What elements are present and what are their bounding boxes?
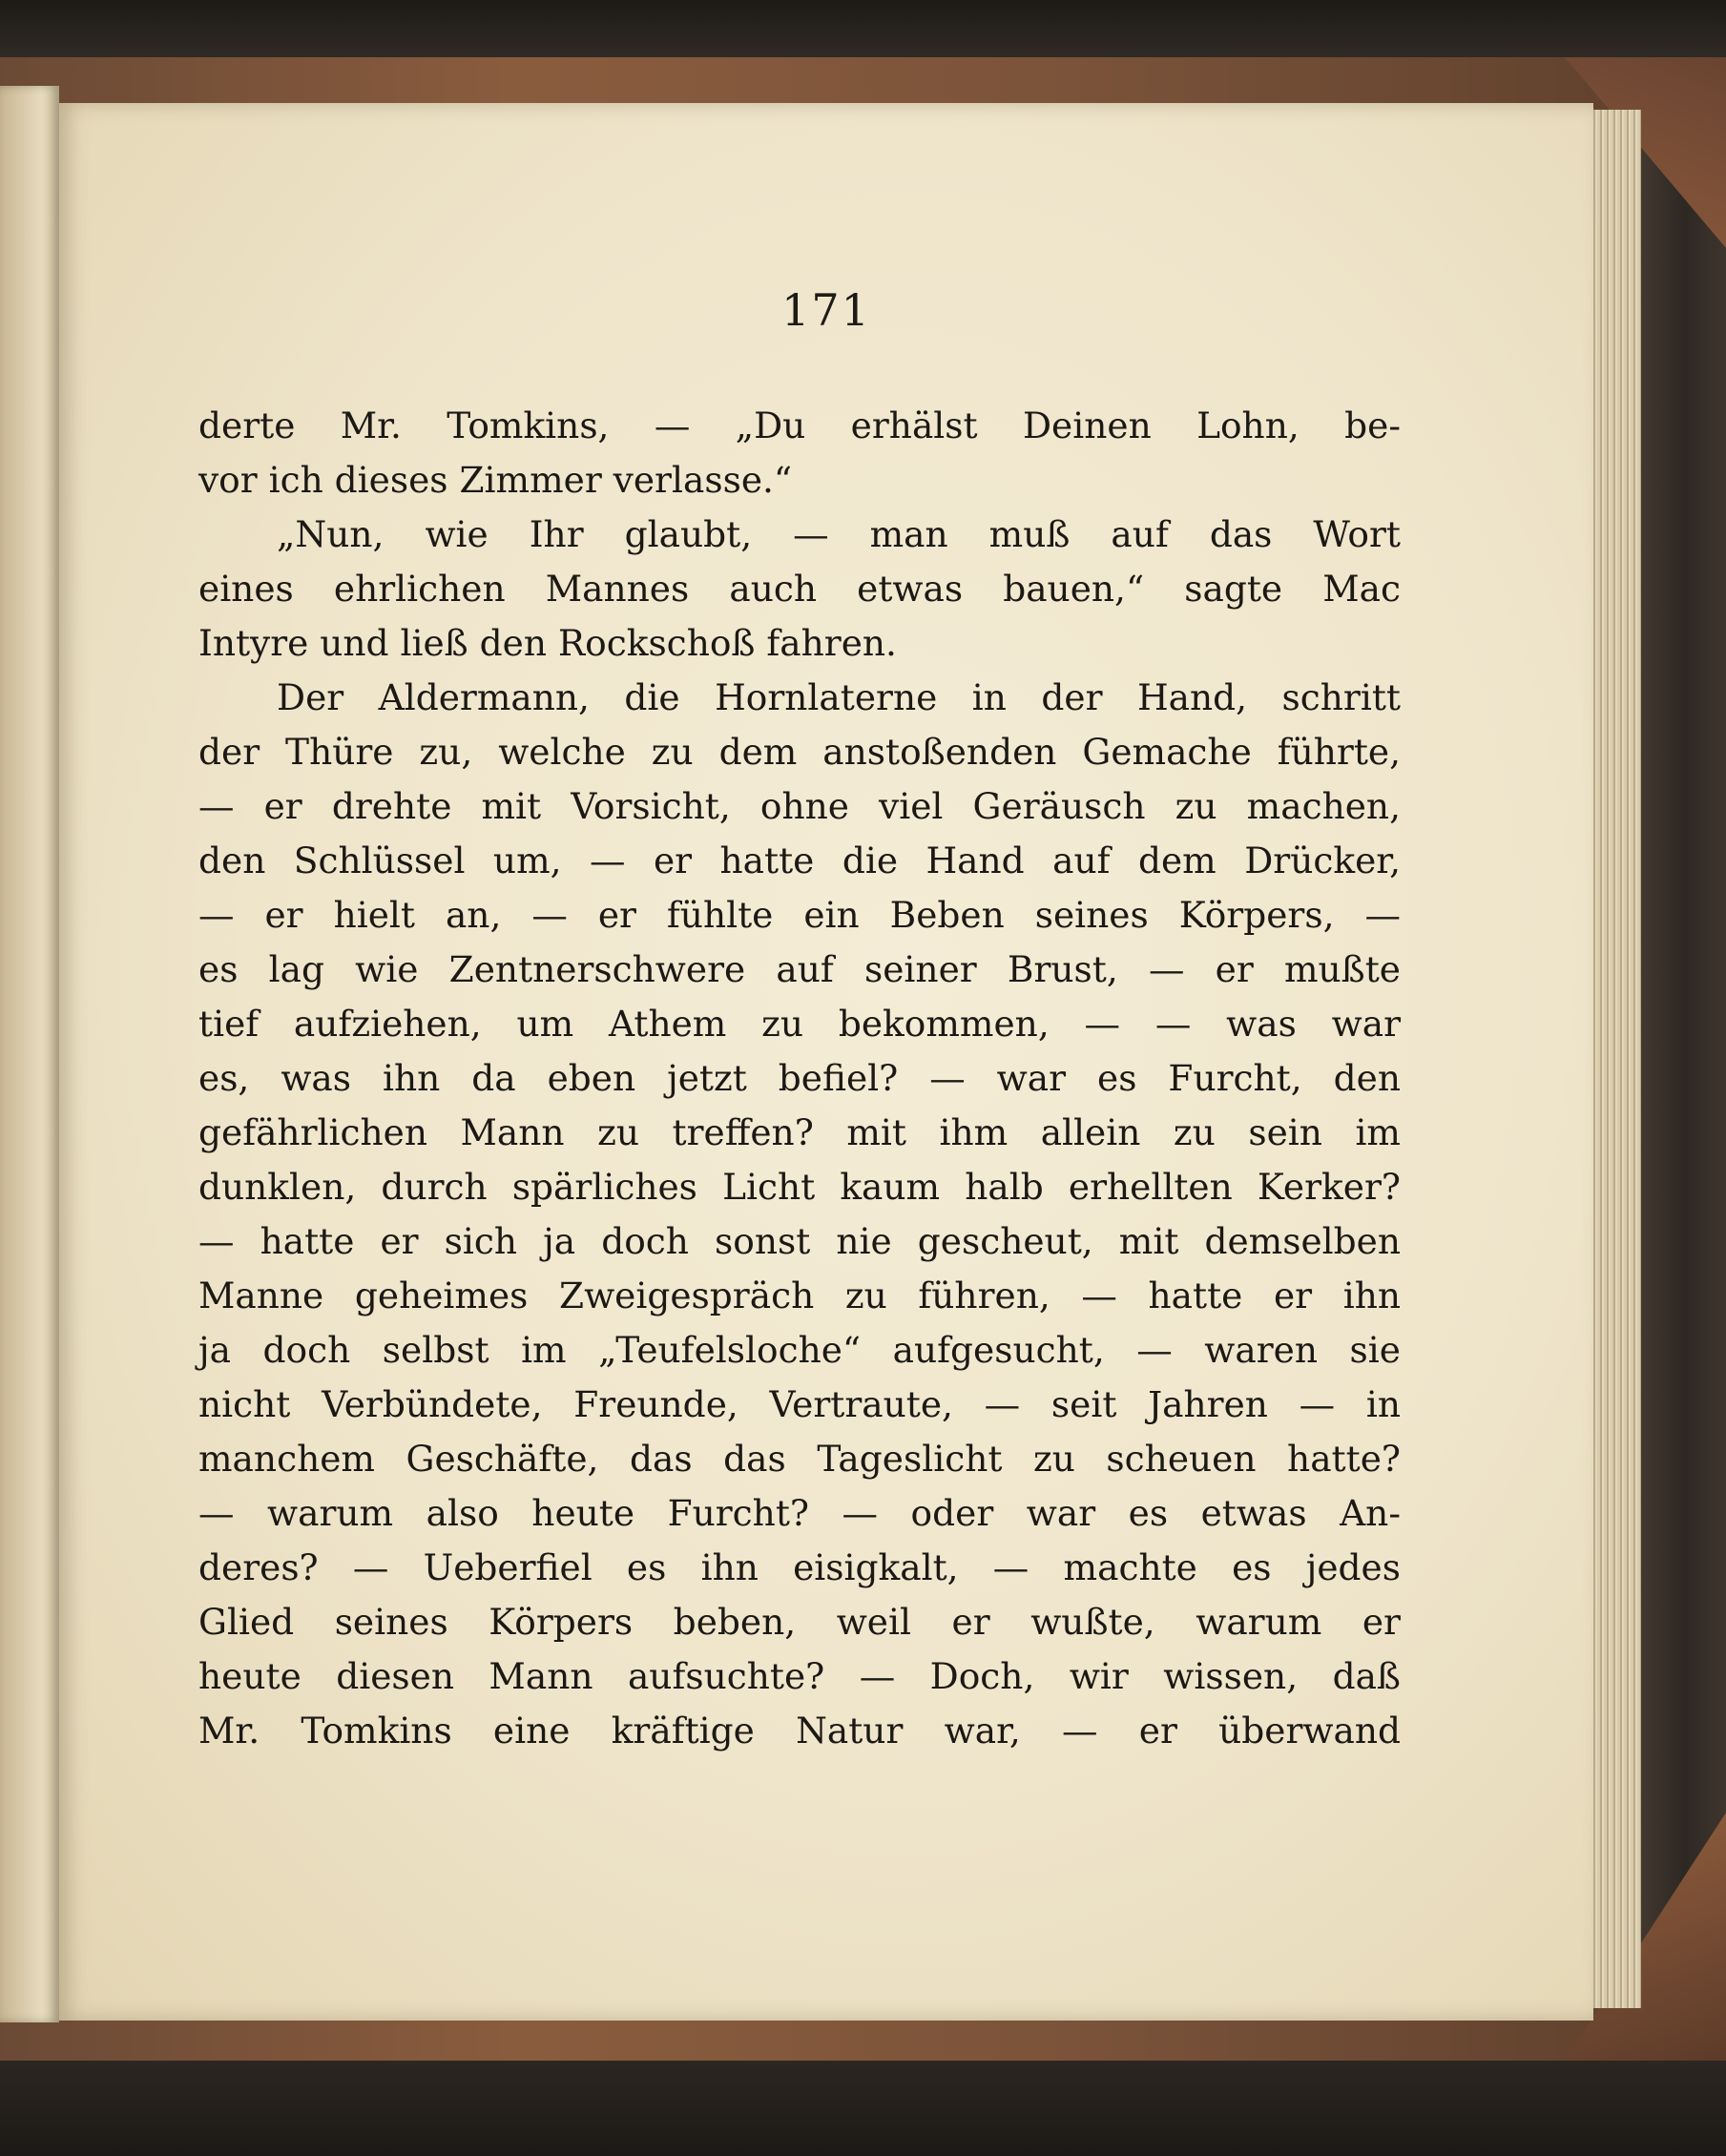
text-line: eines ehrlichen Mannes auch etwas bauen,“ sagte Mac (198, 568, 1401, 610)
text-line: gefährlichen Mann zu treffen? mit ihm allein zu sein im (198, 1111, 1401, 1153)
text-line: dunklen, durch spärliches Licht kaum halb erhellten Kerker? (198, 1166, 1401, 1208)
text-line: Mr. Tomkins eine kräftige Natur war, — er überwand (198, 1710, 1401, 1752)
text-line: Intyre und ließ den Rockschoß fahren. (198, 622, 897, 664)
text-line: deres? — Ueberfiel es ihn eisigkalt, — machte es jedes (198, 1546, 1401, 1588)
text-line: — er drehte mit Vorsicht, ohne viel Geräusch zu machen, (198, 785, 1401, 827)
text-line: es, was ihn da eben jetzt befiel? — war es Furcht, den (198, 1057, 1401, 1099)
body-text (198, 399, 1401, 1758)
scanner-background-bottom (0, 2061, 1726, 2156)
text-line: Der Aldermann, die Hornlaterne in der Hand, schritt (277, 676, 1401, 718)
text-line: Manne geheimes Zweigespräch zu führen, — hatte er ihn (198, 1275, 1401, 1316)
text-line: derte Mr. Tomkins, — „Du erhälst Deinen Lohn, be- (198, 404, 1401, 446)
text-line: den Schlüssel um, — er hatte die Hand auf dem Drücker, (198, 840, 1401, 881)
text-line: — er hielt an, — er fühlte ein Beben seines Körpers, — (198, 894, 1401, 936)
book-page (59, 103, 1593, 2021)
text-line: Glied seines Körpers beben, weil er wußte, warum er (198, 1601, 1401, 1643)
left-page-edge (0, 86, 59, 2022)
text-line: — hatte er sich ja doch sonst nie gescheut, mit demselben (198, 1220, 1401, 1262)
text-line: manchem Geschäfte, das das Tageslicht zu scheuen hatte? (198, 1438, 1401, 1480)
text-line: — warum also heute Furcht? — oder war es etwas An- (198, 1492, 1401, 1534)
text-line: es lag wie Zentnerschwere auf seiner Brust, — er mußte (198, 948, 1401, 990)
text-line: heute diesen Mann aufsuchte? — Doch, wir wissen, daß (198, 1655, 1401, 1697)
text-line: ja doch selbst im „Teufelsloche“ aufgesucht, — waren sie (198, 1329, 1401, 1371)
text-line: „Nun, wie Ihr glaubt, — man muß auf das Wort (277, 513, 1401, 555)
text-line: nicht Verbündete, Freunde, Vertraute, — seit Jahren — in (198, 1383, 1401, 1425)
page-number: 171 (781, 284, 871, 336)
text-line: vor ich dieses Zimmer verlasse.“ (198, 459, 793, 501)
text-line: tief aufziehen, um Athem zu bekommen, — — was war (198, 1003, 1401, 1045)
text-line: der Thüre zu, welche zu dem anstoßenden Gemache führte, (198, 731, 1401, 773)
